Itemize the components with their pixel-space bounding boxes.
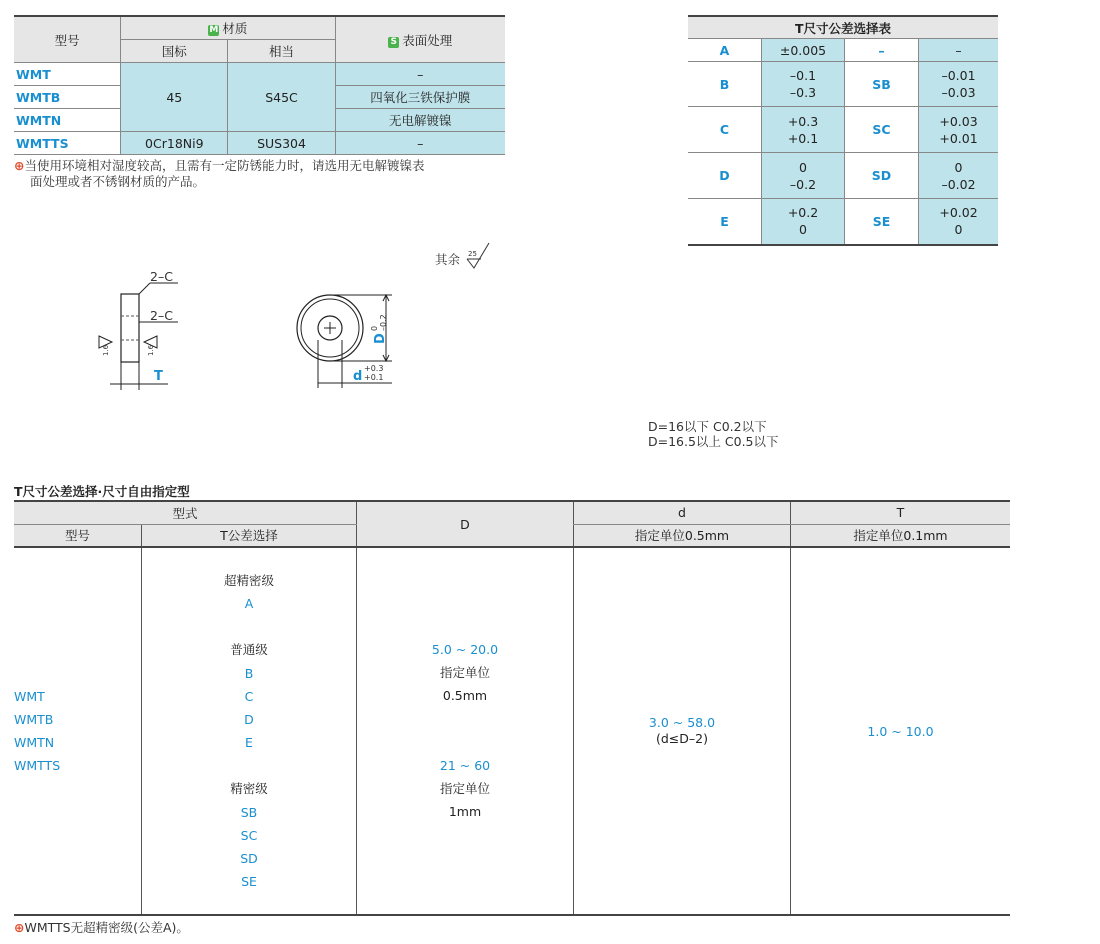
header-t-select: T公差选择 (142, 524, 357, 547)
d-small-tol-lo: +0.1 (364, 373, 384, 382)
tol-value: –0.01 –0.03 (919, 62, 999, 107)
header-model: 型号 (14, 524, 142, 547)
tol-value: –0.1 –0.3 (762, 62, 845, 107)
list-item: WMTB (14, 712, 54, 727)
tol-key: SD (845, 153, 919, 199)
tol-value: +0.3 +0.1 (762, 107, 845, 153)
tol-key: D (688, 153, 762, 199)
grade-super: 超精密级 (223, 573, 274, 588)
grade-code: SC (240, 827, 258, 843)
d-small-label: d (353, 369, 363, 384)
tolerance-grades (142, 547, 357, 915)
surface-badge-icon: S (388, 37, 399, 48)
header-T: T (791, 501, 1011, 524)
grade-code: SB (240, 804, 258, 820)
selection-note: ⊕WMTTS无超精密级(公差A)。 (14, 920, 189, 935)
d-small-tol-up: +0.3 (364, 364, 384, 373)
d-big-label: D (373, 333, 388, 344)
surface-cell: 无电解镀镍 (335, 109, 505, 132)
grade-code: D (244, 712, 254, 728)
model-cell: WMT (14, 63, 121, 86)
grade-code: A (244, 596, 254, 612)
tol-value: +0.03 +0.01 (919, 107, 999, 153)
tol-value: 0 –0.2 (762, 153, 845, 199)
surface-cell: 四氧化三铁保护膜 (335, 86, 505, 109)
selection-title: T尺寸公差选择·尺寸自由指定型 (14, 484, 190, 499)
header-type: 型式 (14, 501, 357, 524)
chamfer-label: 2–C (150, 308, 173, 323)
d-range-cell (574, 547, 791, 915)
equiv-cell: S45C (228, 63, 335, 132)
D-range: 21 ~ 60 (439, 757, 491, 773)
header-material: M 材质 (121, 16, 335, 40)
list-item: WMT (14, 689, 45, 704)
tolerance-table (688, 15, 998, 246)
header-model: 型号 (14, 16, 121, 63)
tol-key: C (688, 107, 762, 153)
material-badge-icon: M (209, 25, 219, 35)
selection-table (14, 500, 1010, 916)
gb-cell: 45 (121, 63, 228, 132)
warning-icon: ⊕ (14, 920, 25, 935)
tolerance-title: T尺寸公差选择表 (688, 16, 998, 39)
rest-label: 其余 (435, 252, 461, 267)
grade-code: B (244, 665, 254, 681)
d-big-tol-lo: –0.2 (379, 314, 388, 331)
surface-cell: – (335, 63, 505, 86)
header-surface: S 表面处理 (335, 16, 505, 63)
tol-key: B (688, 62, 762, 107)
model-list (14, 547, 142, 915)
chamfer-notes: D=16以下 C0.2以下 D=16.5以上 C0.5以下 (648, 419, 779, 449)
list-item: WMTTS (14, 758, 61, 773)
grade-code: C (244, 688, 254, 704)
d-condition: (d≤D–2) (656, 731, 708, 746)
rest-rough-value: 25 (468, 250, 477, 258)
tol-value: +0.02 0 (919, 199, 999, 245)
tol-key: E (688, 199, 762, 245)
roughness-right: 1.6 (147, 344, 155, 356)
model-cell: WMTTS (14, 132, 121, 155)
D-unit: 1mm (448, 804, 482, 820)
part-drawing (0, 235, 520, 405)
list-item: WMTN (14, 735, 55, 750)
surface-cell: – (335, 132, 505, 155)
D-unit-label: 指定单位 (439, 665, 490, 681)
warning-icon: ⊕ (14, 158, 25, 173)
tol-value: ±0.005 (762, 39, 845, 62)
header-d: d (574, 501, 791, 524)
t-label: T (154, 369, 163, 384)
grade-precise: 精密级 (230, 781, 268, 797)
tol-key: SC (845, 107, 919, 153)
gb-cell: 0Cr18Ni9 (121, 132, 228, 155)
model-cell: WMTB (14, 86, 121, 109)
grade-code: SD (240, 851, 258, 867)
equiv-cell: SUS304 (228, 132, 335, 155)
grade-code: SE (241, 874, 257, 890)
d-big-tol-up: 0 (370, 325, 379, 331)
tol-value: – (919, 39, 999, 62)
tol-key: – (845, 39, 919, 62)
roughness-left: 1.6 (102, 344, 110, 356)
header-T-unit: 指定单位0.1mm (791, 524, 1011, 547)
tol-key: A (688, 39, 762, 62)
grade-normal: 普通级 (230, 642, 268, 658)
model-cell: WMTN (14, 109, 121, 132)
tol-value: 0 –0.02 (919, 153, 999, 199)
T-range: 1.0 ~ 10.0 (791, 547, 1011, 915)
D-unit: 0.5mm (442, 688, 488, 704)
d-range: 3.0 ~ 58.0 (648, 715, 716, 730)
header-gb: 国标 (121, 40, 228, 63)
grade-code: E (245, 735, 253, 751)
tol-key: SB (845, 62, 919, 107)
side-view (99, 283, 178, 390)
D-range: 5.0 ~ 20.0 (431, 642, 499, 657)
D-ranges (357, 547, 574, 915)
material-note: ⊕当使用环境相对湿度较高，且需有一定防锈能力时，请选用无电解镀镍表 面处理或者不锈钢材质的产品。 (14, 158, 425, 189)
tol-value: +0.2 0 (762, 199, 845, 245)
header-equiv: 相当 (228, 40, 335, 63)
tol-key: SE (845, 199, 919, 245)
D-unit-label: 指定单位 (439, 780, 490, 796)
header-d-unit: 指定单位0.5mm (574, 524, 791, 547)
material-table (14, 15, 505, 155)
chamfer-label: 2–C (150, 269, 173, 284)
header-D: D (357, 501, 574, 547)
